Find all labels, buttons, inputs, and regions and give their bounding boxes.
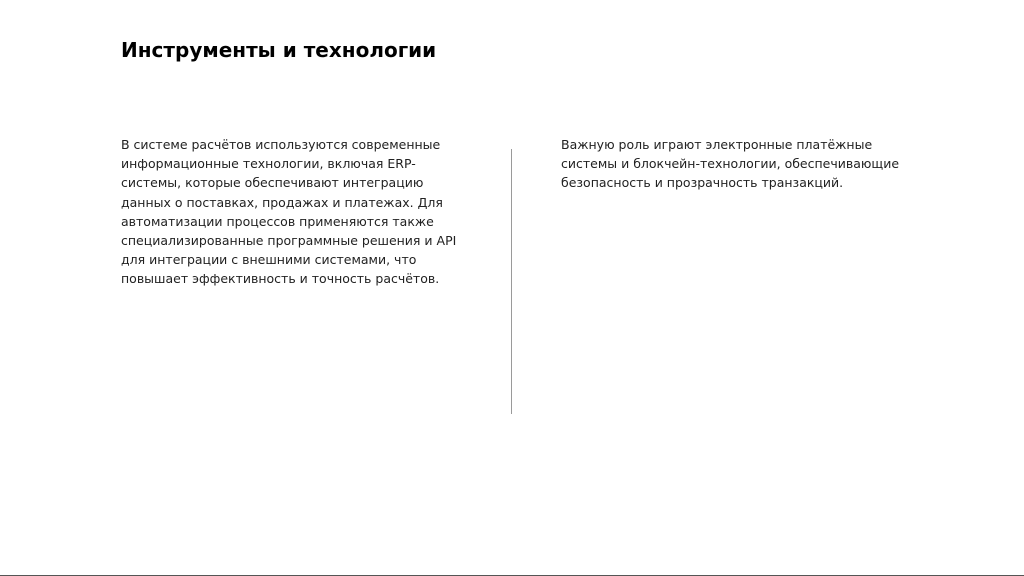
slide-title: Инструменты и технологии <box>121 38 437 62</box>
column-divider <box>511 149 512 414</box>
right-column-text: Важную роль играют электронные платёжные системы и блокчейн-технологии, обеспечивающие безопасность и прозрачность транзакций. <box>561 137 900 191</box>
left-column-text: В системе расчётов используются современные информационные технологии, включая ERP-системы, которые обеспечивают интеграцию данных о поставках, продажах и платежах. Для автоматизации процессов применяются также специализированные программные решения и API для интеграции с внешними системами, что повышает эффективность и точность расчётов. <box>121 137 457 287</box>
